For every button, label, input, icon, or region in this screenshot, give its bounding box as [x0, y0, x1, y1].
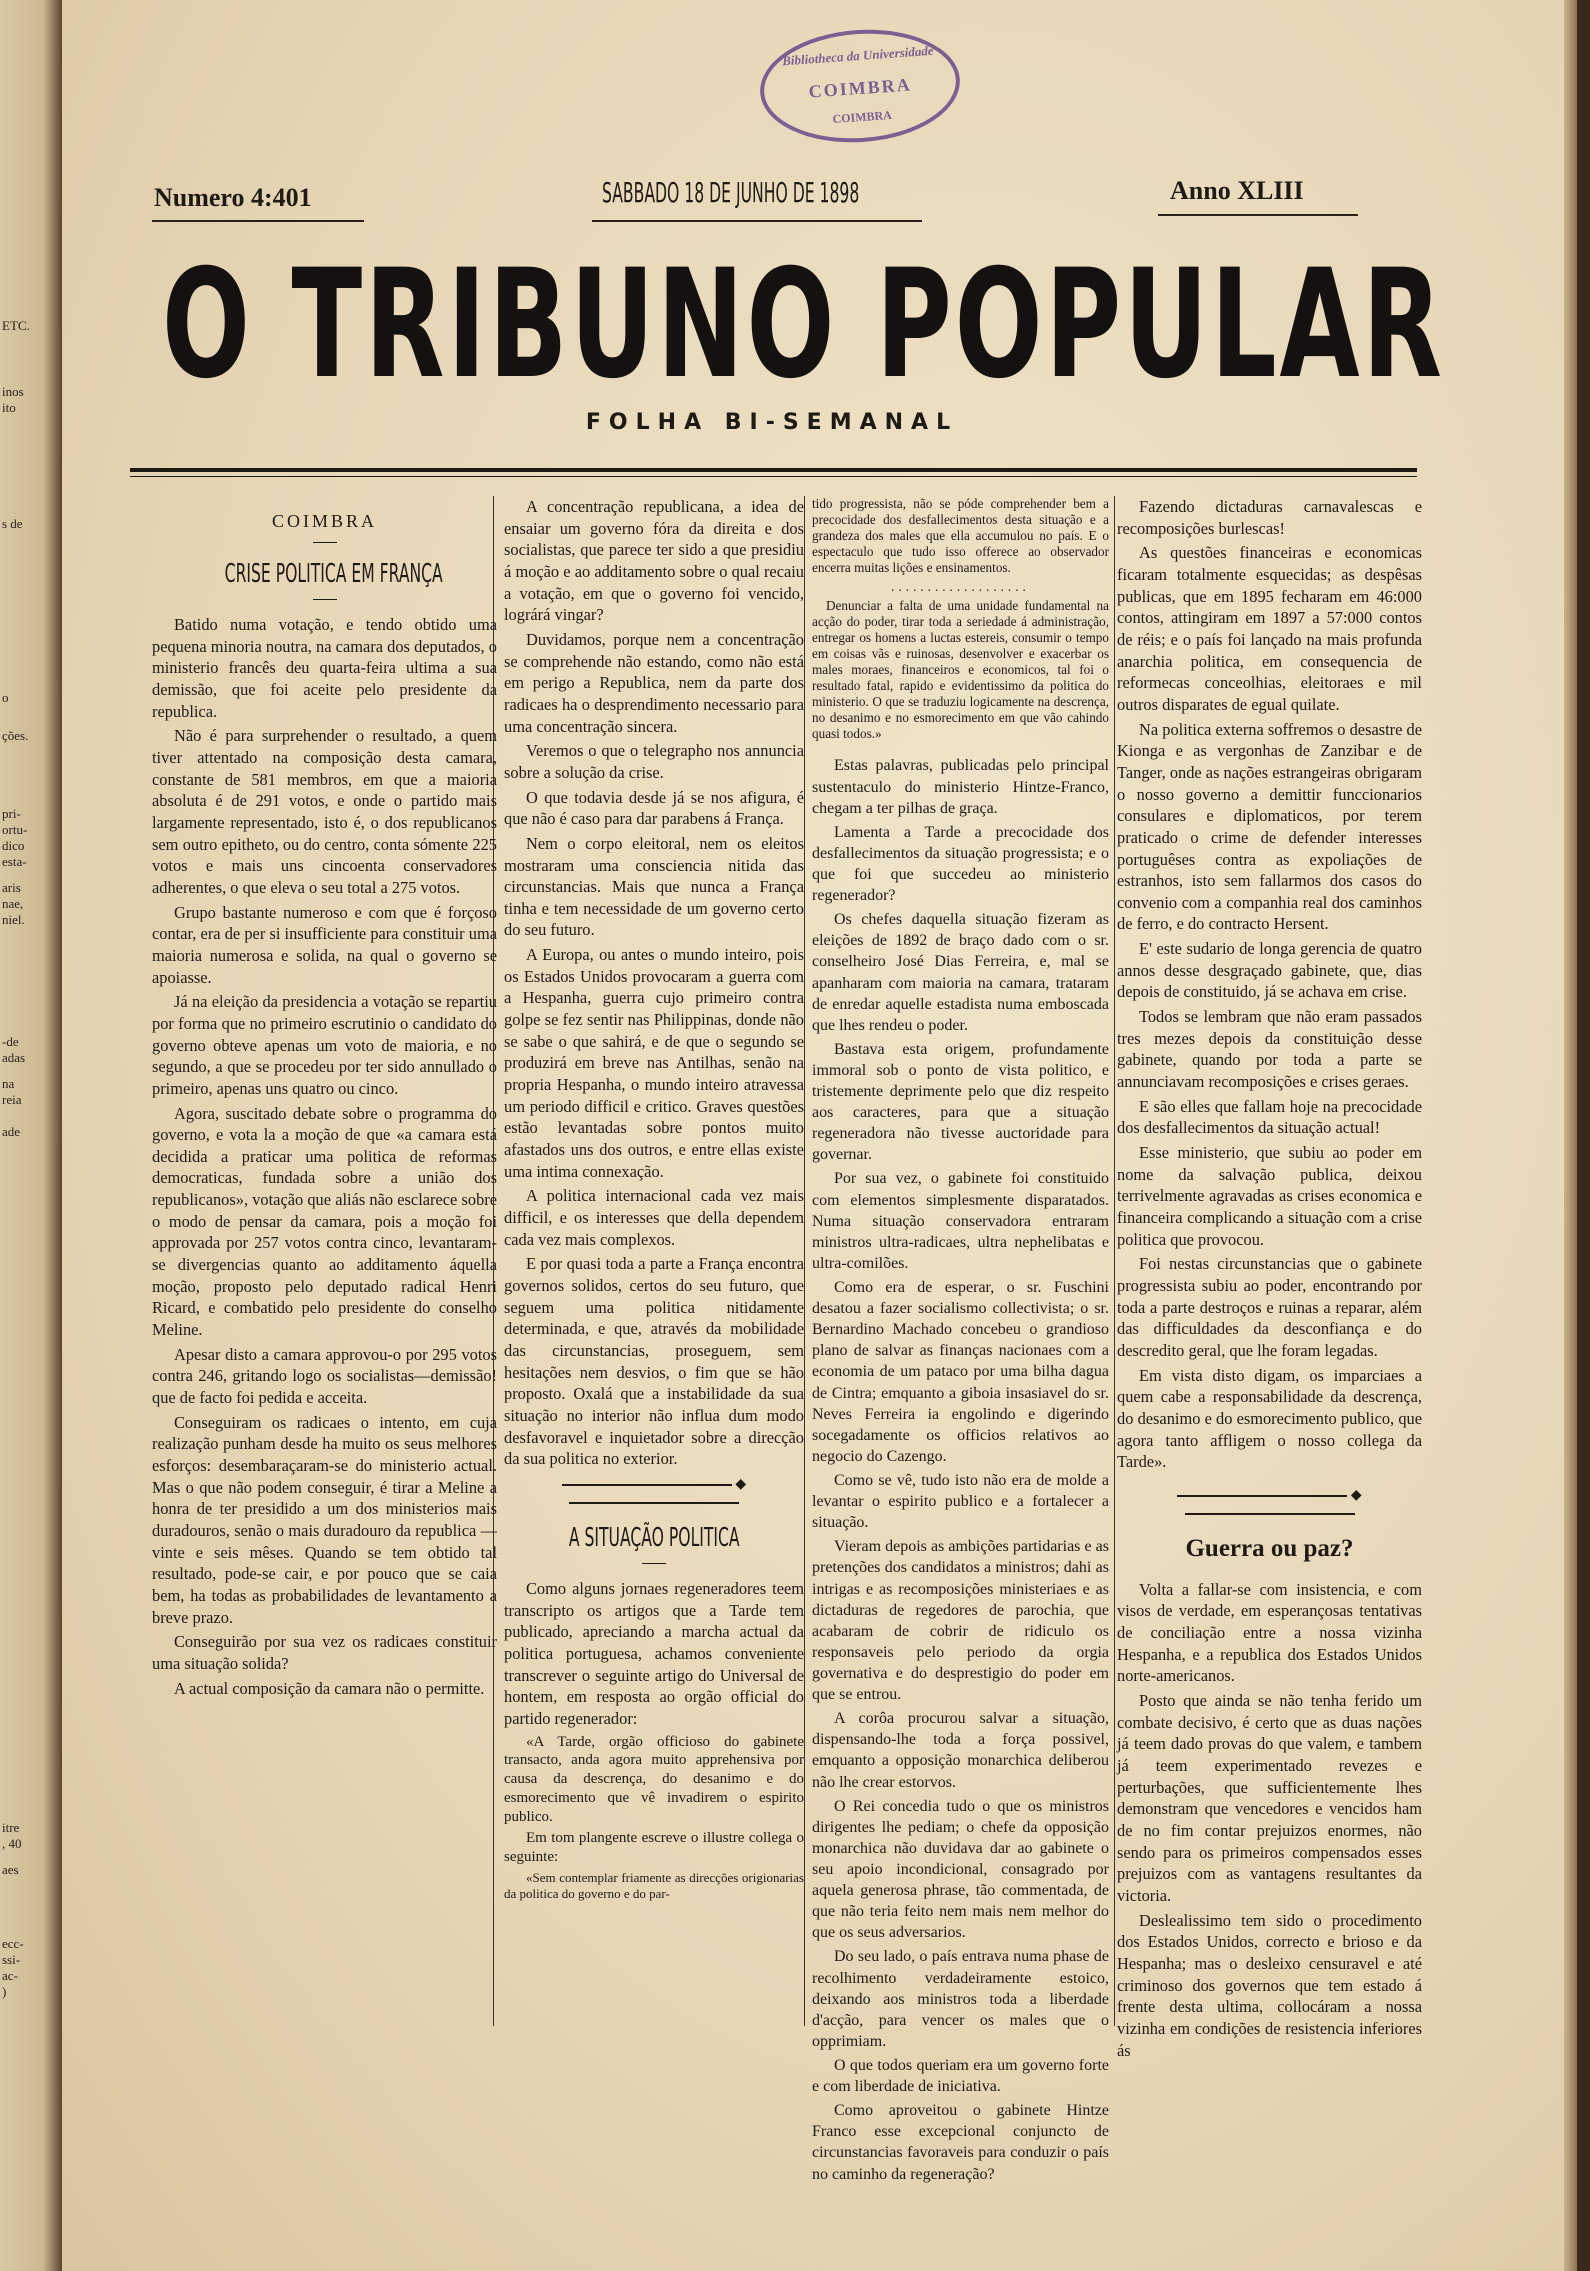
issue-year: Anno XLIII: [1170, 176, 1304, 205]
paragraph: Na politica externa soffremos o desastre de Kionga e as vergonhas de Zanzibar e de Tanger, onde as nações estrangeiras obrigaram o nosso governo a demittir funccionarios consulares e diplomaticos, por terem praticado o crime de defender interesses portuguêses contra as expoliações de estranhos, isto sem fallarmos dos casos do convenio com a companhia real dos caminhos de ferro, e do contracto Hersent.: [1117, 719, 1422, 934]
masthead-text: O TRIBUNO POPULAR: [162, 238, 1445, 412]
quoted-block: [812, 496, 1109, 742]
paragraph: Em tom plangente escreve o illustre collega o seguinte:: [504, 1830, 804, 1866]
paragraph: Do seu lado, o país entrava numa phase de recolhimento verdadeiramente estoico, deixando aos ministros toda a liberdade d'acção, para vencer os males que o opprimiam.: [812, 1948, 1109, 2050]
issue-date: SABBADO 18 DE JUNHO DE 1898: [602, 176, 860, 209]
paragraph: Posto que ainda se não tenha ferido um combate decisivo, é certo que as duas nações já teem dado provas do que valem, e tambem já teem experimentado revezes e perturbações, que sufficientemente lhes demonstram que vencedores e vencidos ham de no fim contar prejuizos enormes, não sendo para os primeiros compensados esses prejuizos com as vantagens resultantes da victoria.: [1117, 1691, 1422, 1905]
masthead-rule: [130, 468, 1417, 472]
paragraph: O que todos queriam era um governo forte e com liberdade de iniciativa.: [812, 2056, 1109, 2096]
paragraph: Conseguirão por sua vez os radicaes constituir uma situação solida?: [152, 1632, 497, 1673]
newspaper-page: [62, 0, 1577, 2271]
paragraph: As questões financeiras e economicas ficaram totalmente esquecidas; as despêsas publicas, que em 1895 fecharam em 46:000 contos, attingiram em 1897 a 57:000 contos de réis; e o país foi lançado na mais profunda anarchia politica, em consequencia de reformecas conceolhias, eleitoraes e mil outros disparates de egual quilate.: [1117, 543, 1422, 714]
paragraph: Esse ministerio, que subiu ao poder em nome da salvação publica, deixou terrivelmente agravadas as crises economica e financeira complicando a situação com a crise politica que provocou.: [1117, 1143, 1422, 1249]
masthead-subtitle: FOLHA BI-SEMANAL: [585, 410, 959, 435]
ellipsis-dots: ...................: [891, 579, 1030, 595]
previous-page-edge: [0, 0, 62, 2271]
paragraph: Fazendo dictaduras carnavalescas e recomposições burlescas!: [1117, 497, 1422, 538]
column-4: [1117, 496, 1422, 2064]
issue-number: Numero 4:401: [154, 183, 312, 212]
prev-fragment: niel.: [2, 912, 25, 927]
paragraph: Estas palavras, publicadas pelo principal sustentaculo do ministerio Hintze-Franco, chegam a ter pilhas de graça.: [812, 757, 1109, 817]
column-2: [494, 496, 804, 1904]
prev-fragment: ade: [2, 1124, 21, 1139]
paragraph: E são elles que fallam hoje na precocidade dos desfallecimentos da situação actual!: [1117, 1096, 1422, 1138]
paragraph: Deslealissimo tem sido o procedimento dos Estados Unidos, correcto e brioso e da Hespanha; mas o desleixo censuravel e até criminoso dos governos que tem estado á frente desta ultima, collocáram a nossa vizinha em condições de resistencia inferiores ás: [1117, 1910, 1422, 2060]
paragraph: E por quasi toda a parte a França encontra governos solidos, certos do seu futuro, que seguem uma politica nitidamente determinada, e que, através da mobilidade das circunstancias, proseguem, sem hesitações nem desvios, o fim que se hão proposto. Oxalá que a instabilidade da sua situação no interior não influa dum modo desfavoravel e inquietador sobre a direcção da sua politica no exterior.: [504, 1254, 804, 1469]
paragraph: A concentração republicana, a idea de ensaiar um governo fóra da direita e dos socialistas, que parece ter sido a que presidiu á moção e ao additamento sobre o qual recaiu a votação, em que o governo foi vencido, lográrá vingar?: [504, 497, 804, 625]
paragraph: O que todavia desde já se nos afigura, é que não é caso para dar parabens á França.: [504, 787, 804, 829]
header-rule: [592, 220, 922, 222]
prev-fragment: nae,: [2, 896, 24, 911]
paragraph: Lamenta a Tarde a precocidade dos desfallecimentos da situação progressista; e o que foi que succedeu ao ministerio regenerador?: [812, 823, 1109, 905]
prev-fragment: reia: [2, 1092, 22, 1107]
masthead-rule: [130, 476, 1417, 477]
paragraph: Como aproveitou o gabinete Hintze Franco esse excepcional conjuncto de circunstancias favoraveis para conduzir o país no caminho da regeneração?: [812, 2102, 1109, 2183]
paragraph: Por sua vez, o gabinete foi constituido com elementos simplesmente disparatados. Numa situação conservadora entraram ministros ultra-radicaes, ultra nephelibatas e ultra-comilões.: [812, 1170, 1109, 1272]
paragraph: A Europa, ou antes o mundo inteiro, pois os Estados Unidos provocaram a guerra com a Hespanha, guerra cujo primeiro contra golpe se fez sentir nas Philippinas, donde não se sabe o que sahirá, e de que o segundo se produzirá em breve nas Antilhas, senão na propria Hespanha, o mundo inteiro atravessa um periodo difficil e critico. Graves questões estão levantadas sobre pontos muito afastados uns dos outros, e entre ellas existe uma intima connexação.: [504, 945, 804, 1181]
paragraph: Nem o corpo eleitoral, nem os eleitos mostraram uma consciencia nitida das circunstancias. Mais que nunca a França tinha e tem necessidade de um governo certo do seu futuro.: [504, 833, 804, 940]
paragraph: Como era de esperar, o sr. Fuschini desatou a fazer socialismo collectivista; o sr. Bernardino Machado concebeu o grandioso plano de salvar as finanças nacionaes com a economia de um pataco por uma bilha dagua de Cintra; emquanto a giboia insasiavel do sr. Neves Ferreira ia engolindo e digerindo socegadamente os officios relativos ao negocio do Cazengo.: [812, 1279, 1109, 1465]
paragraph: «A Tarde, orgão officioso do gabinete transacto, anda agora muito apprehensiva por causa da descrença, do desanimo e do esmorecimento que vê invadirem o espirito publico.: [504, 1733, 804, 1825]
prev-fragment: o: [2, 690, 9, 705]
prev-fragment: ssi-: [2, 1952, 21, 1967]
prev-fragment: ac-: [2, 1968, 18, 1983]
paragraph: Volta a fallar-se com insistencia, e com visos de verdade, em esperançosas tentativas de conciliação entre a nossa vizinha Hespanha, e a republica dos Estados Unidos norte-americanos.: [1117, 1579, 1422, 1686]
paragraph: Bastava esta origem, profundamente immoral sob o ponto de vista politico, e tristemente deprimente pelo que diz respeito aos caracteres, para que a situação regeneradora não tivesse auctoridade para governar.: [812, 1040, 1109, 1164]
prev-fragment: ito: [2, 400, 16, 415]
prev-fragment: ): [2, 1984, 7, 1999]
prev-fragment: na: [2, 1076, 15, 1091]
paragraph: Conseguiram os radicaes o intento, em cuja realização punham desde ha muito os seus melhores esforços: desembaraçaram-se do ministerio actual. Mas o que não podem conseguir, é tirar a Meline a honra de ter presidido a um dos ministerios mais duradouros, senão o mais duradouro da republica —vinte e seis mêses. Quando se tem obtido tal resultado, pode-se cair, e por pouco que se caia bem, ha todas as probabilidades de levantamento a breve prazo.: [152, 1412, 497, 1627]
page-edge: [1564, 0, 1577, 2271]
paragraph: A corôa procurou salvar a situação, dispensando-lhe toda a força possivel, emquanto a opposição monarchica deliberou não lhe crear estorvos.: [812, 1710, 1109, 1791]
prev-fragment: -de: [2, 1034, 19, 1049]
paragraph: A politica internacional cada vez mais difficil, e os interesses que della dependem cada vez mais complexos.: [504, 1186, 804, 1249]
paragraph: Apesar disto a camara approvou-o por 295 votos contra 246, gritando logo os socialistas—demissão! que de facto foi pedida e acceita.: [152, 1344, 497, 1408]
stamp-line1: Bibliotheca da Universidade: [781, 42, 935, 69]
paragraph: Não é para surprehender o resultado, a quem tiver attentado na composição desta camara, constante de 581 membros, em que a maioria absoluta é de 291 votos, e onde o partido mais largamente representado, isto é, o dos republicanos sem outro epitheto, ou do centro, conta sómente 225 votos e mais uns cincoenta conservadores adherentes, o que eleva o seu total a 275 votos.: [152, 726, 497, 897]
header-rule: [152, 220, 364, 222]
prev-fragment: inos: [2, 384, 24, 399]
prev-fragment: itre: [2, 1820, 20, 1835]
section-city: COIMBRA: [271, 511, 377, 531]
paragraph: Denunciar a falta de uma unidade fundamental na acção do poder, tirar toda a seriedade á administração, entregar os homens a luctas estereis, consumir o tempo em coisas vãs e ruinosas, desenvolver e exacerbar os males moraes, financeiros e economicos, tal foi o resultado fatal, rapido e evidentissimo da politica do ministerio. O que se traduziu logicamente na descrença, no desanimo e no esmorecimento em que vão cahindo quasi todos.»: [812, 597, 1109, 742]
prev-fragment: aes: [2, 1862, 19, 1877]
column-1: [152, 496, 497, 1702]
paragraph: E' este sudario de longa gerencia de quatro annos desse desgraçado gabinete, que, dias depois de constituido, já se achava em crise.: [1117, 939, 1422, 1002]
paragraph: tido progressista, não se póde comprehender bem a precocidade dos desfallecimentos desta situação e a grandeza dos males que ella accumulou no país. E o espectaculo que tudo isso offerece ao observador encerra muitas lições e ensinamentos.: [812, 496, 1109, 576]
paragraph: Agora, suscitado debate sobre o programma do governo, e vota la a moção de que «a camara está decidida a praticar uma politica de reformas democraticas, fundada sobre a união dos republicanos», votação que aliás não esclarece sobre o modo de pensar da camara, pois a moção foi approvada por 257 votos contra cinco, levantaram-se divergencias quanto ao additamento áquella moção, proposto pelo deputado radical Henri Ricard, e combatido pelo presidente do conselho Meline.: [152, 1103, 497, 1340]
paragraph: Os chefes daquella situação fizeram as eleições de 1892 de braço dado com o sr. conselheiro José Dias Ferreira, e, mal se apanharam com maioria na camara, trataram de enredar aquelle estadista numa emboscada que lhes rendeu o poder.: [812, 911, 1109, 1034]
paragraph: Já na eleição da presidencia a votação se repartiu por forma que no primeiro escrutinio o candidato do governo obteve apenas um voto de maioria, e no segundo, a que se procedeu por ter sido annullado o primeiro, apenas uns quatro ou cinco.: [152, 992, 497, 1098]
article-headline: Guerra ou paz?: [1185, 1534, 1354, 1562]
paragraph: Foi nestas circunstancias que o gabinete progressista subiu ao poder, encontrando por toda a parte destroços e ruinas a reparar, além das difficuldades da desconfiança e do descredito geral, que lhe foram legadas.: [1117, 1254, 1422, 1360]
prev-fragment: esta-: [2, 854, 27, 869]
prev-fragment: ecc-: [2, 1936, 24, 1951]
ornament-rule: ◆: [1117, 1487, 1422, 1524]
prev-fragment: pri-: [2, 806, 21, 821]
paragraph: Vieram depois as ambições partidarias e as pretenções dos candidatos a ministros; dahi as intrigas e as recomposições ministeriaes e as dictaduras de regedores de parochia, que acabaram de cobrir de ridiculo os responsaveis pelo periodo da orgia governativa e do desprestigio do poder em que se entrou.: [812, 1538, 1109, 1704]
paragraph: Veremos o que o telegrapho nos annuncia sobre a solução da crise.: [504, 741, 804, 782]
paragraph: Batido numa votação, e tendo obtido uma pequena minoria noutra, na camara dos deputados, o ministerio francês deu quarta-feira ultima a sua demissão, que foi aceite pelo presidente da republica.: [152, 615, 497, 721]
stamp-line2: COIMBRA: [808, 74, 913, 102]
column-rule: [1114, 496, 1115, 2026]
prev-fragment: , 40: [2, 1836, 22, 1851]
header-rule: [1158, 214, 1358, 216]
masthead-title: [162, 238, 1445, 412]
paragraph: «Sem contemplar friamente as direcções origionarias da politica do governo e do par-: [504, 1869, 804, 1901]
divider: [313, 599, 337, 600]
paragraph: Como alguns jornaes regeneradores teem transcripto os artigos que a Tarde tem publicado, apreciando a marcha actual da politica portuguesa, achamos conveniente transcrever o seguinte artigo do Universal de hontem, em resposta ao orgão official do partido regenerador:: [504, 1579, 804, 1729]
paragraph: Como se vê, tudo isto não era de molde a levantar o espirito publico e a fortalecer a situação.: [812, 1472, 1109, 1532]
prev-fragment: adas: [2, 1050, 26, 1065]
paragraph: Grupo bastante numeroso e com que é forçoso contar, era de per si insufficiente para constituir uma maioria numerosa e solida, na qual o governo se apoiasse.: [152, 902, 497, 987]
prev-fragment: ETC.: [2, 318, 30, 333]
article-headline: [152, 557, 497, 591]
divider: [313, 542, 337, 543]
stamp-line3: COIMBRA: [832, 107, 893, 126]
paragraph: A actual composição da camara não o permitte.: [174, 1678, 485, 1698]
paragraph: O Rei concedia tudo o que os ministros dirigentes lhe pediam; o chefe da opposição monarchica não duvidava dar ao gabinete o seu apoio incondicional, consagrado por aquela generosa phrase, tão commentada, de que não teria feito nem mais nem melhor do que os seus adversarios.: [812, 1797, 1109, 1942]
paragraph: Em vista disto digam, os imparciaes a quem cabe a responsabilidade da descrença, do desanimo e do esmorecimento publico, que agora tanto affligem o nosso collega da Tarde».: [1117, 1365, 1422, 1472]
headline-text: CRISE POLITICA EM FRANÇA: [224, 558, 443, 589]
divider: [642, 1563, 666, 1564]
prev-fragment: dico: [2, 838, 25, 853]
prev-fragment: aris: [2, 880, 21, 895]
prev-fragment: s de: [2, 516, 23, 531]
library-stamp: [756, 23, 963, 149]
prev-fragment: ortu-: [2, 822, 28, 837]
paragraph: Todos se lembram que não eram passados tres mezes depois da constituição desse gabinete, quando por toda a parte se annunciavam recomposições e crises geraes.: [1117, 1007, 1422, 1092]
ornament-rule: ◆: [504, 1476, 804, 1513]
article-headline: [504, 1521, 804, 1555]
headline-text: A SITUAÇÃO POLITICA: [568, 1522, 740, 1553]
column-3: [804, 496, 1109, 2188]
prev-fragment: ções.: [2, 728, 29, 743]
paragraph: Duvidamos, porque nem a concentração se comprehende não estando, como não está em perigo a Republica, nem da parte dos radicaes ha o desprendimento necessario para uma concentração sincera.: [504, 629, 804, 736]
